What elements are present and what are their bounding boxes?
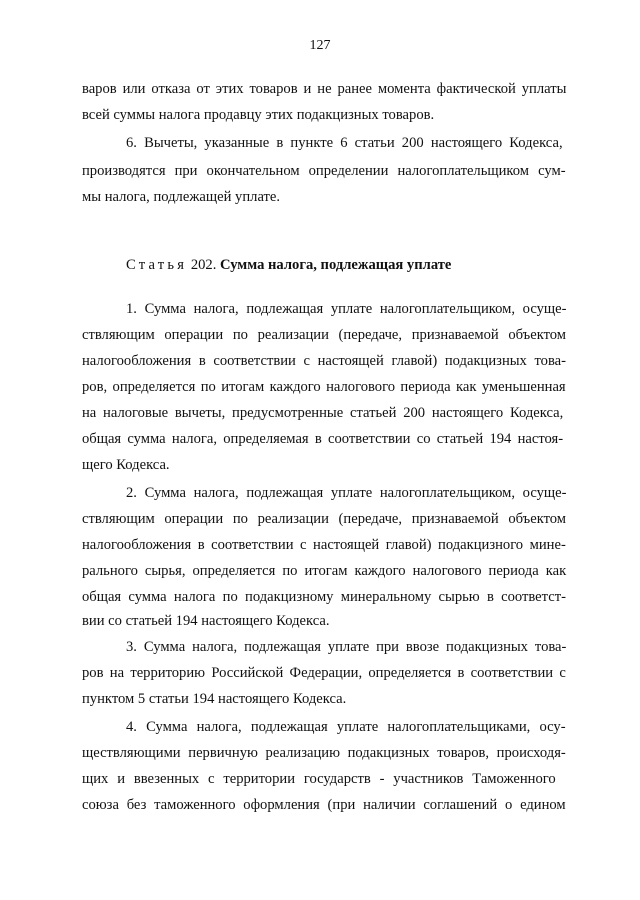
text-line: налогообложения в соответствии с настоящей главой) подакцизных това- [82, 353, 567, 369]
text-line: 4. Сумма налога, подлежащая уплате налогоплательщиками, осу- [126, 719, 566, 735]
text-line: ров на территорию Российской Федерации, определяется в соответствии с [82, 665, 566, 681]
text-line: щего Кодекса. [82, 457, 170, 473]
text-line: ров, определяется по итогам каждого налогового периода как уменьшенная [82, 379, 566, 395]
text-line: всей суммы налога продавцу этих подакцизных товаров. [82, 107, 435, 123]
text-line: мы налога, подлежащей уплате. [82, 189, 281, 205]
text-line: варов или отказа от этих товаров и не ранее момента фактической уплаты [82, 81, 567, 97]
text-line: производятся при окончательном определении налогоплательщиком сум- [82, 163, 566, 179]
text-line: общая сумма налога, определяемая в соответствии со статьей 194 настоя- [82, 431, 564, 447]
text-line: налогообложения в соответствии с настоящей главой) подакцизного мине- [82, 537, 566, 553]
text-line: на налоговые вычеты, предусмотренные статьей 200 настоящего Кодекса, [82, 405, 564, 421]
text-line: вии со статьей 194 настоящего Кодекса. [82, 613, 330, 629]
text-line: общая сумма налога по подакцизному минеральному сырью в соответст- [82, 589, 566, 605]
article-heading [126, 256, 451, 274]
page-number: 127 [309, 38, 331, 53]
text-line: 6. Вычеты, указанные в пункте 6 статьи 200 настоящего Кодекса, [126, 135, 563, 151]
article-heading-number: 202. [190, 257, 217, 273]
text-line: рального сырья, определяется по итогам каждого налогового периода как [82, 563, 567, 579]
text-line: союза без таможенного оформления (при наличии соглашений о едином [82, 797, 566, 813]
text-line: ствляющим операции по реализации (передаче, признаваемой объектом [82, 511, 567, 527]
text-line: щих и ввезенных с территории государств - участников Таможенного [82, 771, 556, 787]
text-line: 2. Сумма налога, подлежащая уплате налогоплательщиком, осуще- [126, 485, 567, 501]
article-heading-prefix: Статья [126, 257, 188, 273]
text-line: 3. Сумма налога, подлежащая уплате при ввозе подакцизных това- [126, 639, 567, 655]
text-line: 1. Сумма налога, подлежащая уплате налогоплательщиком, осуще- [126, 301, 567, 317]
article-heading-title: Сумма налога, подлежащая уплате [220, 257, 452, 273]
text-line: ствляющим операции по реализации (передаче, признаваемой объектом [82, 327, 567, 343]
text-line: пунктом 5 статьи 194 настоящего Кодекса. [82, 691, 347, 707]
text-line: ществляющими первичную реализацию подакцизных товаров, происходя- [82, 745, 566, 761]
